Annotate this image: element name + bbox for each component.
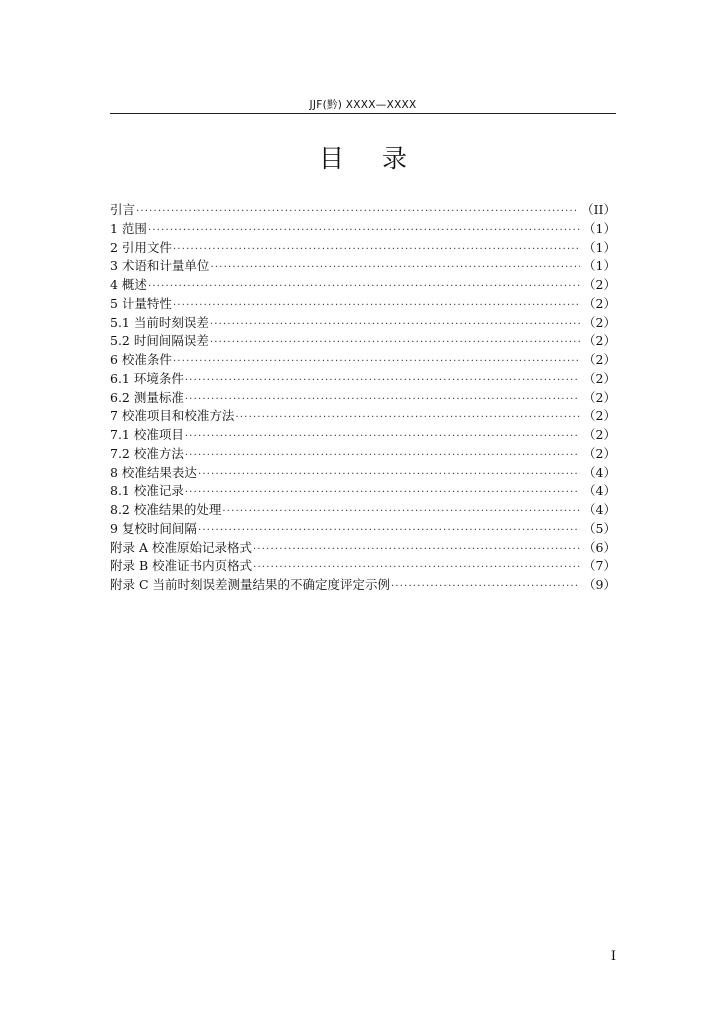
toc-dot-leader [185, 428, 580, 447]
toc-entry-label: 8.2 校准结果的处理 [110, 502, 222, 517]
toc-dot-leader [185, 372, 580, 391]
toc-entry[interactable] [110, 239, 616, 258]
toc-entry-page: （1） [583, 220, 616, 236]
toc-entry-page: （2） [583, 427, 616, 442]
toc-entry-page: （6） [583, 539, 616, 555]
toc-entry-page: （2） [583, 370, 616, 386]
toc-entry[interactable] [110, 407, 616, 426]
toc-entry[interactable] [110, 314, 616, 333]
toc-dot-leader [198, 466, 580, 485]
toc-entry[interactable] [110, 351, 616, 370]
toc-entry-page: （1） [583, 239, 616, 255]
toc-entry-page: （9） [583, 577, 616, 592]
toc-dot-leader [210, 259, 580, 278]
toc-entry-label: 6.2 测量标准 [110, 389, 184, 405]
toc-entry[interactable] [110, 576, 616, 595]
toc-entry-label: 2 引用文件 [110, 239, 172, 255]
toc-entry-label: 9 复校时间间隔 [110, 520, 197, 536]
toc-entry[interactable] [110, 464, 616, 483]
toc-entry-page: （2） [583, 314, 616, 330]
toc-entry-label: 3 术语和计量单位 [110, 258, 210, 274]
toc-dot-leader [210, 316, 580, 335]
toc-entry[interactable] [110, 332, 616, 351]
toc-entry-page: （II） [581, 202, 616, 217]
toc-dot-leader [185, 484, 580, 503]
toc-entry[interactable] [110, 482, 616, 501]
page-title: 目录 [318, 144, 445, 173]
toc-entry[interactable] [110, 295, 616, 314]
toc-dot-leader [173, 241, 580, 260]
toc-entry-label: 附录 C 当前时刻误差测量结果的不确定度评定示例 [110, 577, 391, 592]
page-number: I [610, 949, 616, 964]
toc-entry-label: 7.1 校准项目 [110, 427, 184, 442]
toc-entry[interactable] [110, 539, 616, 558]
toc-dot-leader [391, 578, 580, 597]
toc-dot-leader [148, 278, 580, 297]
toc-entry[interactable] [110, 445, 616, 464]
toc-entry-page: （2） [583, 445, 616, 461]
toc-entry-label: 8 校准结果表达 [110, 464, 197, 480]
toc-entry[interactable] [110, 220, 616, 239]
toc-entry-page: （2） [583, 277, 616, 292]
toc-dot-leader [222, 503, 580, 522]
toc-entry-page: （5） [583, 520, 616, 536]
toc-entry[interactable] [110, 276, 616, 295]
toc-entry-label: 7 校准项目和校准方法 [110, 408, 235, 424]
toc-entry[interactable] [110, 520, 616, 539]
toc-entry-label: 5.2 时间间隔误差 [110, 333, 209, 349]
toc-dot-leader [210, 334, 580, 353]
toc-entry[interactable] [110, 257, 616, 276]
toc-dot-leader [235, 409, 580, 428]
header-rule [110, 113, 616, 114]
toc-entry-page: （4） [583, 502, 616, 517]
toc-entry-page: （4） [583, 464, 616, 480]
toc-entry-page: （2） [583, 333, 616, 349]
toc-dot-leader [185, 391, 580, 410]
toc-dot-leader [136, 203, 579, 222]
toc-entry-page: （2） [583, 352, 616, 367]
toc-entry[interactable] [110, 557, 616, 576]
toc-entry-label: 5.1 当前时刻误差 [110, 314, 209, 330]
toc-entry[interactable] [110, 501, 616, 520]
toc-dot-leader [173, 297, 580, 316]
toc-entry-label: 5 计量特性 [110, 295, 172, 311]
toc-entry-page: （2） [583, 295, 616, 311]
toc-entry-page: （2） [583, 408, 616, 424]
toc-entry[interactable] [110, 201, 616, 220]
toc-entry-label: 4 概述 [110, 277, 147, 292]
toc-entry-label: 附录 B 校准证书内页格式 [110, 558, 253, 574]
toc-dot-leader [185, 447, 580, 466]
toc-entry-page: （4） [583, 483, 616, 499]
toc-entry[interactable] [110, 370, 616, 389]
toc-entry-page: （2） [583, 389, 616, 405]
toc-entry-label: 1 范围 [110, 220, 147, 236]
toc-entry[interactable] [110, 389, 616, 408]
toc-entry-label: 附录 A 校准原始记录格式 [110, 539, 252, 555]
toc-entry-page: （7） [583, 558, 616, 574]
toc-entry-label: 6.1 环境条件 [110, 370, 184, 386]
table-of-contents [110, 201, 616, 595]
toc-entry-label: 8.1 校准记录 [110, 483, 184, 499]
toc-dot-leader [173, 353, 580, 372]
toc-entry-label: 7.2 校准方法 [110, 445, 184, 461]
toc-dot-leader [148, 222, 580, 241]
toc-entry-page: （1） [583, 258, 616, 274]
toc-dot-leader [253, 541, 580, 560]
toc-entry[interactable] [110, 426, 616, 445]
toc-entry-label: 6 校准条件 [110, 352, 172, 367]
toc-entry-label: 引言 [110, 202, 136, 217]
toc-dot-leader [198, 522, 580, 541]
running-header: JJF(黔) XXXX—XXXX [309, 99, 417, 111]
